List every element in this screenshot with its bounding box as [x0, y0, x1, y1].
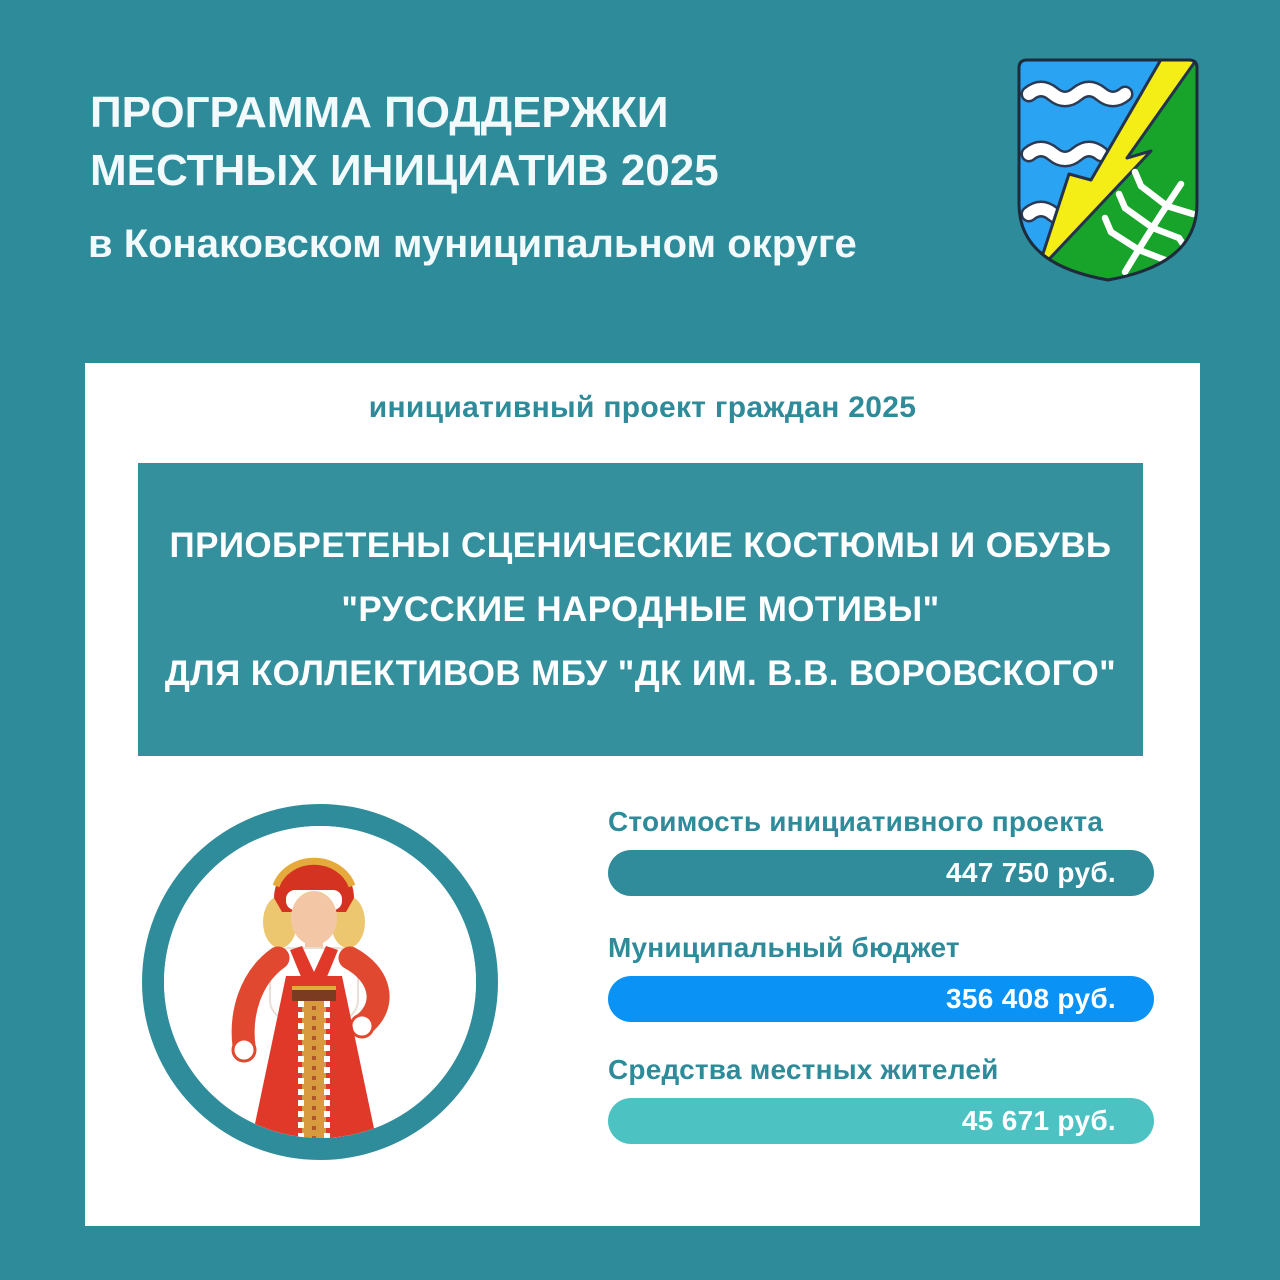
program-title-line1: ПРОГРАММА ПОДДЕРЖКИ	[90, 88, 669, 137]
project-description-box	[138, 463, 1143, 756]
coat-of-arms-icon	[1013, 52, 1203, 288]
funding-row-residents	[608, 1054, 1154, 1144]
funding-section	[608, 806, 1154, 1176]
project-line-2: "РУССКИЕ НАРОДНЫЕ МОТИВЫ"	[341, 589, 940, 629]
funding-value-municipal: 356 408 руб.	[946, 983, 1116, 1014]
funding-label-total: Стоимость инициативного проекта	[608, 806, 1104, 837]
funding-label-residents: Средства местных жителей	[608, 1054, 999, 1085]
project-line-1: ПРИОБРЕТЕНЫ СЦЕНИЧЕСКИЕ КОСТЮМЫ И ОБУВЬ	[169, 525, 1112, 565]
funding-bar-total	[608, 850, 1154, 896]
funding-bar-municipal	[608, 976, 1154, 1022]
program-title-line2: МЕСТНЫХ ИНИЦИАТИВ 2025	[90, 146, 719, 195]
costume-photo	[142, 804, 498, 1160]
funding-label-municipal: Муниципальный бюджет	[608, 932, 960, 963]
funding-row-municipal	[608, 932, 1154, 1022]
funding-bar-residents	[608, 1098, 1154, 1144]
funding-value-total: 447 750 руб.	[946, 857, 1116, 888]
funding-row-total	[608, 806, 1154, 896]
funding-value-residents: 45 671 руб.	[961, 1105, 1116, 1136]
project-card	[85, 363, 1200, 1226]
card-title: инициативный проект граждан 2025	[368, 391, 917, 424]
program-subtitle: в Конаковском муниципальном округе	[88, 222, 857, 266]
project-line-3: ДЛЯ КОЛЛЕКТИВОВ МБУ "ДК ИМ. В.В. ВОРОВСКОГО"	[164, 653, 1117, 693]
